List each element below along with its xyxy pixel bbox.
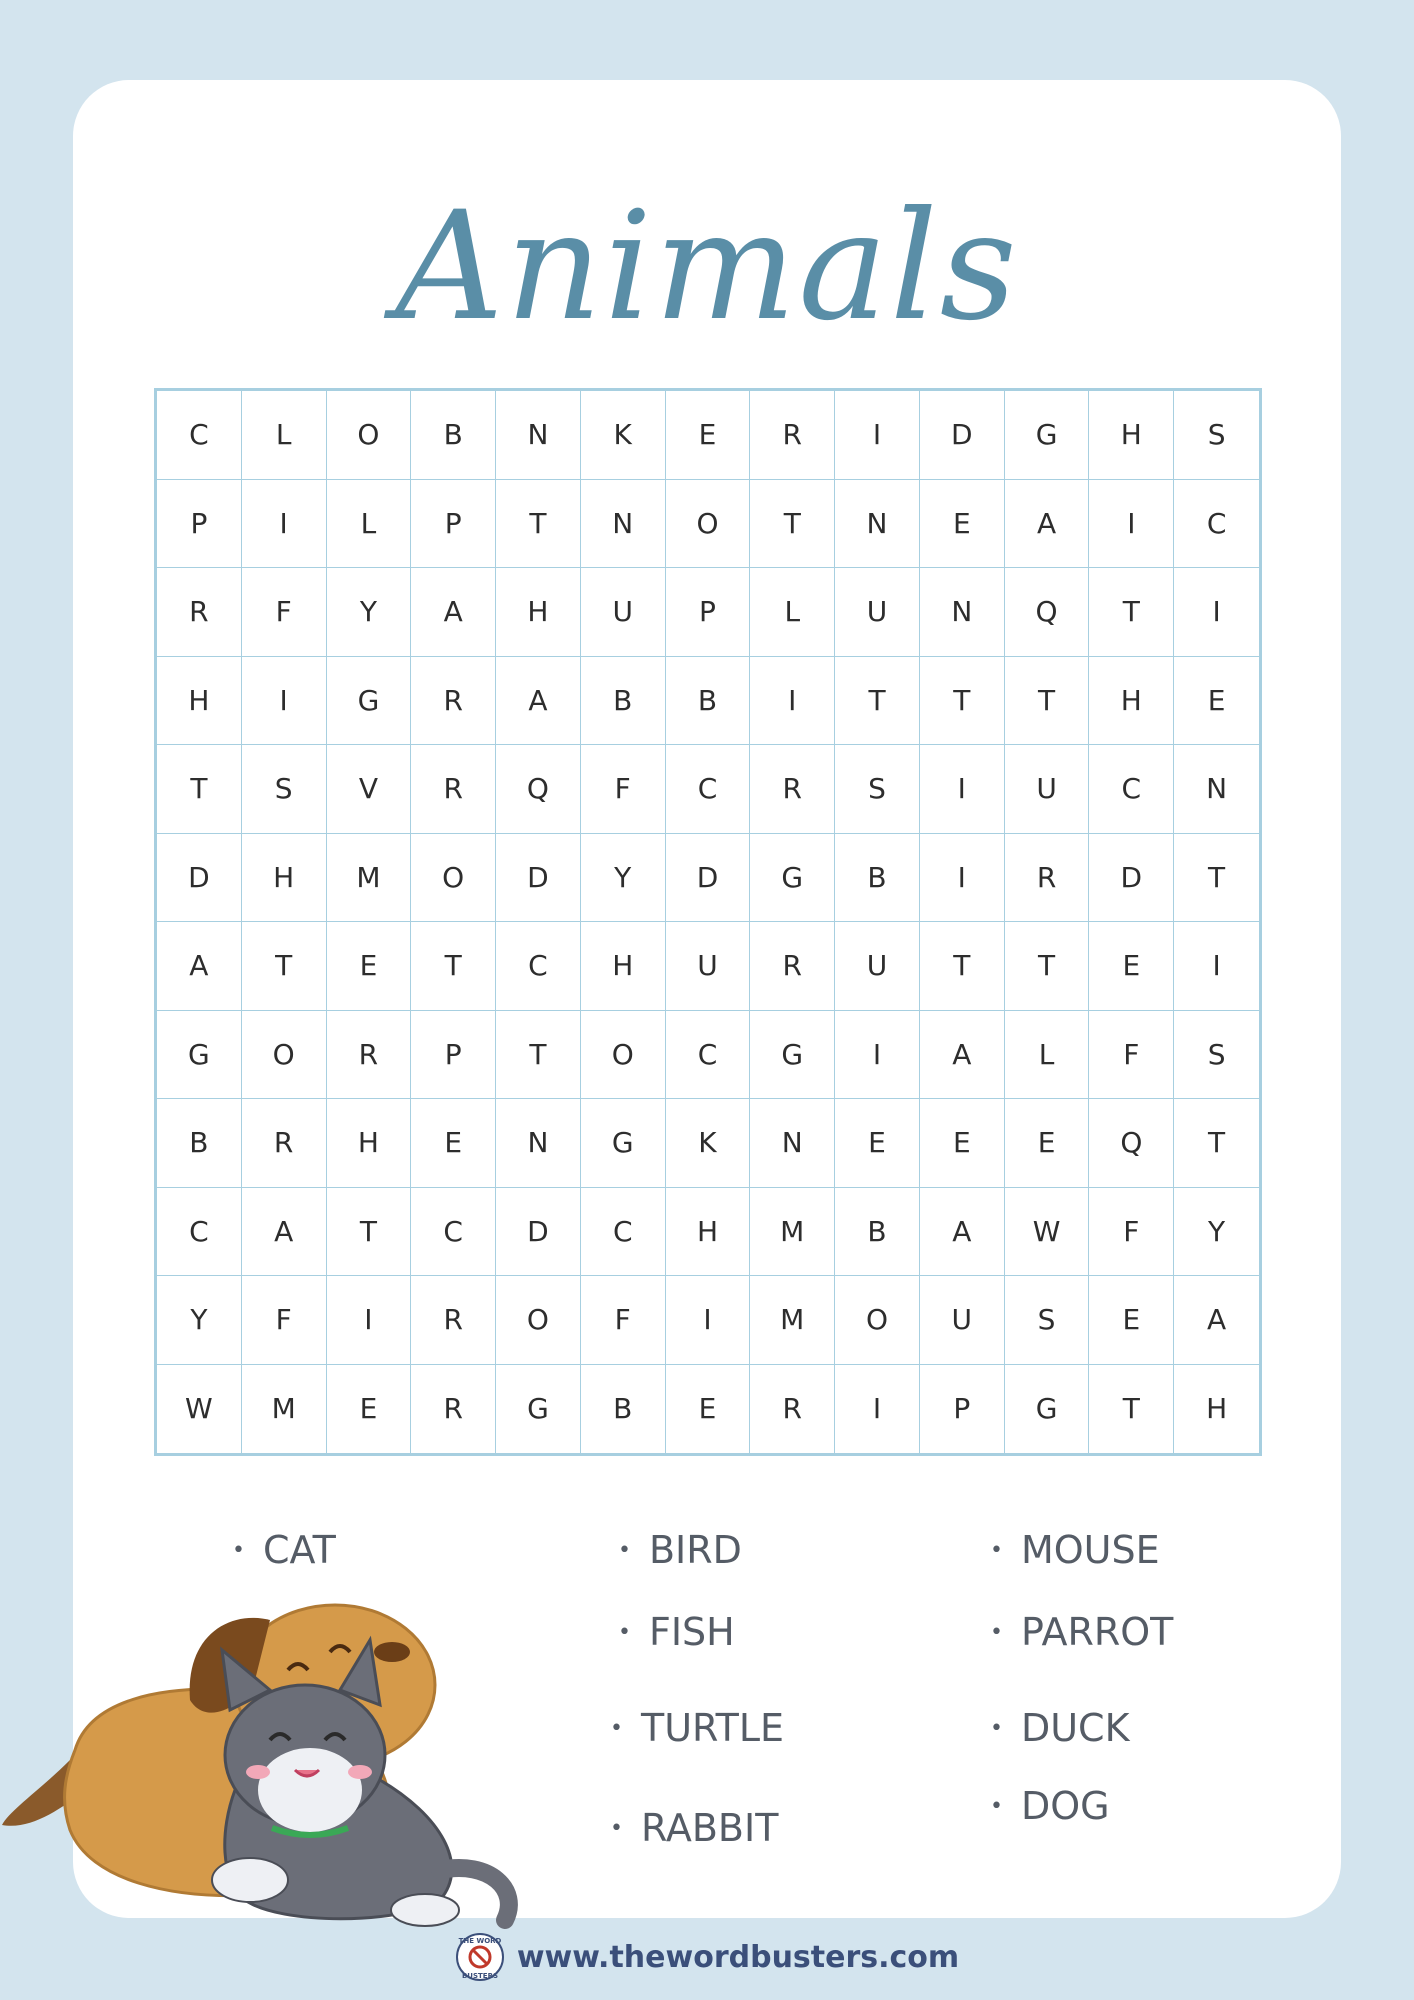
grid-cell[interactable]: E <box>1089 922 1174 1011</box>
grid-cell[interactable]: D <box>496 1188 581 1277</box>
grid-cell[interactable]: V <box>327 745 412 834</box>
grid-cell[interactable]: U <box>666 922 751 1011</box>
grid-cell[interactable]: I <box>750 657 835 746</box>
grid-cell[interactable]: O <box>327 391 412 480</box>
grid-cell[interactable]: I <box>835 1011 920 1100</box>
grid-cell[interactable]: R <box>750 745 835 834</box>
grid-cell[interactable]: F <box>242 568 327 657</box>
grid-cell[interactable]: D <box>496 834 581 923</box>
grid-cell[interactable]: N <box>496 1099 581 1188</box>
grid-cell[interactable]: S <box>835 745 920 834</box>
grid-cell[interactable]: R <box>411 745 496 834</box>
bullet-icon: • <box>990 1619 1003 1645</box>
grid-cell[interactable]: D <box>1089 834 1174 923</box>
grid-cell[interactable]: N <box>1174 745 1259 834</box>
logo-text-top: THE WORD <box>458 1937 502 1945</box>
grid-cell[interactable]: N <box>496 391 581 480</box>
word-label: MOUSE <box>1020 1528 1160 1572</box>
bullet-icon: • <box>618 1537 631 1563</box>
word-label: CAT <box>262 1528 336 1572</box>
grid-cell[interactable]: Q <box>1089 1099 1174 1188</box>
grid-cell[interactable]: P <box>666 568 751 657</box>
logo-text-bottom: BUSTERS <box>461 1972 498 1980</box>
word-list-item <box>990 1528 1160 1572</box>
bullet-icon: • <box>990 1793 1003 1819</box>
grid-cell[interactable]: S <box>1174 1011 1259 1100</box>
grid-cell[interactable]: K <box>666 1099 751 1188</box>
word-label: DOG <box>1020 1784 1110 1828</box>
bullet-icon: • <box>990 1715 1003 1741</box>
grid-cell[interactable]: E <box>327 922 412 1011</box>
grid-cell[interactable]: Y <box>581 834 666 923</box>
grid-cell[interactable]: C <box>666 1011 751 1100</box>
grid-cell[interactable]: A <box>242 1188 327 1277</box>
grid-cell[interactable]: R <box>157 568 242 657</box>
grid-cell[interactable]: R <box>750 1365 835 1454</box>
grid-cell[interactable]: N <box>581 480 666 569</box>
grid-cell[interactable]: G <box>1005 1365 1090 1454</box>
grid-cell[interactable]: C <box>666 745 751 834</box>
word-list-item <box>232 1528 336 1572</box>
grid-cell[interactable]: L <box>750 568 835 657</box>
grid-cell[interactable]: I <box>1174 922 1259 1011</box>
grid-cell[interactable]: C <box>411 1188 496 1277</box>
grid-cell[interactable]: B <box>835 1188 920 1277</box>
grid-cell[interactable]: I <box>327 1276 412 1365</box>
grid-cell[interactable]: H <box>327 1099 412 1188</box>
grid-cell[interactable]: F <box>581 745 666 834</box>
grid-cell[interactable]: L <box>327 480 412 569</box>
grid-cell[interactable]: Y <box>1174 1188 1259 1277</box>
grid-cell[interactable]: I <box>920 745 1005 834</box>
grid-cell[interactable]: P <box>411 480 496 569</box>
grid-cell[interactable]: T <box>1005 657 1090 746</box>
grid-cell[interactable]: A <box>920 1011 1005 1100</box>
grid-cell[interactable]: T <box>1174 834 1259 923</box>
grid-cell[interactable]: H <box>1089 391 1174 480</box>
word-label: PARROT <box>1020 1610 1174 1654</box>
grid-cell[interactable]: Y <box>327 568 412 657</box>
grid-cell[interactable]: P <box>411 1011 496 1100</box>
dog-nose <box>374 1642 410 1662</box>
grid-cell[interactable]: E <box>666 1365 751 1454</box>
grid-cell[interactable]: T <box>920 657 1005 746</box>
grid-cell[interactable]: I <box>835 391 920 480</box>
bullet-icon: • <box>232 1537 245 1563</box>
grid-cell[interactable]: N <box>835 480 920 569</box>
grid-cell[interactable]: F <box>1089 1011 1174 1100</box>
grid-cell[interactable]: L <box>1005 1011 1090 1100</box>
word-label: FISH <box>648 1610 735 1654</box>
grid-cell[interactable]: I <box>920 834 1005 923</box>
grid-cell[interactable]: T <box>157 745 242 834</box>
grid-cell[interactable]: T <box>920 922 1005 1011</box>
grid-cell[interactable]: I <box>242 657 327 746</box>
bullet-icon: • <box>610 1715 623 1741</box>
grid-cell[interactable]: C <box>581 1188 666 1277</box>
grid-cell[interactable]: G <box>750 1011 835 1100</box>
grid-cell[interactable]: G <box>1005 391 1090 480</box>
grid-cell[interactable]: E <box>666 391 751 480</box>
grid-cell[interactable]: S <box>1174 391 1259 480</box>
grid-cell[interactable]: B <box>835 834 920 923</box>
footer-url-link[interactable]: www.thewordbusters.com <box>516 1939 960 1975</box>
grid-cell[interactable]: O <box>835 1276 920 1365</box>
grid-cell[interactable]: O <box>581 1011 666 1100</box>
grid-cell[interactable]: U <box>835 568 920 657</box>
grid-cell[interactable]: U <box>1005 745 1090 834</box>
grid-cell[interactable]: T <box>411 922 496 1011</box>
grid-cell[interactable]: C <box>1089 745 1174 834</box>
grid-cell[interactable]: A <box>157 922 242 1011</box>
grid-cell[interactable]: D <box>666 834 751 923</box>
grid-cell[interactable]: W <box>1005 1188 1090 1277</box>
grid-cell[interactable]: E <box>920 480 1005 569</box>
grid-cell[interactable]: M <box>750 1188 835 1277</box>
grid-cell[interactable]: D <box>920 391 1005 480</box>
grid-cell[interactable]: A <box>411 568 496 657</box>
grid-cell[interactable]: A <box>1174 1276 1259 1365</box>
grid-cell[interactable]: E <box>1089 1276 1174 1365</box>
grid-cell[interactable]: B <box>581 657 666 746</box>
grid-cell[interactable]: M <box>750 1276 835 1365</box>
grid-cell[interactable]: C <box>157 391 242 480</box>
grid-cell[interactable]: H <box>581 922 666 1011</box>
grid-cell[interactable]: G <box>157 1011 242 1100</box>
grid-cell[interactable]: T <box>750 480 835 569</box>
grid-cell[interactable]: H <box>1206 1392 1228 1426</box>
grid-cell[interactable]: T <box>1089 568 1174 657</box>
grid-cell[interactable]: I <box>666 1276 751 1365</box>
word-search-grid <box>154 388 1262 1456</box>
grid-cell[interactable]: W <box>157 1365 242 1454</box>
page-title: Animals <box>395 180 1019 354</box>
word-list-item <box>610 1706 784 1750</box>
grid-cell[interactable]: O <box>496 1276 581 1365</box>
grid-cell[interactable]: T <box>1089 1365 1174 1454</box>
grid-cell[interactable]: Y <box>157 1276 242 1365</box>
grid-cell[interactable]: B <box>411 391 496 480</box>
word-label: RABBIT <box>640 1806 779 1850</box>
grid-cell[interactable]: E <box>1005 1099 1090 1188</box>
grid-cell[interactable]: O <box>666 480 751 569</box>
grid-cell[interactable]: T <box>835 657 920 746</box>
grid-cell[interactable]: K <box>581 391 666 480</box>
grid-cell[interactable]: U <box>835 922 920 1011</box>
grid-cell[interactable]: I <box>1174 568 1259 657</box>
grid-cell[interactable]: U <box>920 1276 1005 1365</box>
word-label: DUCK <box>1020 1706 1130 1750</box>
cat-blush <box>348 1765 372 1779</box>
grid-cell[interactable]: R <box>411 657 496 746</box>
grid-cell[interactable]: R <box>1005 834 1090 923</box>
grid-cell[interactable]: H <box>242 834 327 923</box>
cat-muzzle <box>258 1748 362 1832</box>
grid-cell[interactable]: O <box>411 834 496 923</box>
grid-cell[interactable]: C <box>157 1188 242 1277</box>
word-list-item <box>990 1706 1130 1750</box>
grid-cell[interactable]: F <box>1089 1188 1174 1277</box>
grid-cell[interactable]: E <box>411 1099 496 1188</box>
word-list-item <box>610 1806 778 1850</box>
grid-cell[interactable]: B <box>157 1099 242 1188</box>
grid-cell[interactable]: T <box>1174 1099 1259 1188</box>
grid-cell[interactable]: I <box>242 480 327 569</box>
grid-cell[interactable]: Q <box>496 745 581 834</box>
word-label: TURTLE <box>640 1706 785 1750</box>
grid-cell[interactable]: H <box>157 657 242 746</box>
grid-cell[interactable]: N <box>750 1099 835 1188</box>
grid-cell[interactable]: F <box>242 1276 327 1365</box>
grid-cell[interactable]: T <box>496 480 581 569</box>
grid-cell[interactable]: G <box>750 834 835 923</box>
grid-cell[interactable]: R <box>750 922 835 1011</box>
word-label: BIRD <box>648 1528 742 1572</box>
grid-cell[interactable]: B <box>581 1365 666 1454</box>
grid-cell[interactable]: P <box>157 480 242 569</box>
grid-cell[interactable]: E <box>1174 657 1259 746</box>
grid-cell[interactable]: E <box>835 1099 920 1188</box>
grid-cell[interactable]: N <box>920 568 1005 657</box>
bullet-icon: • <box>610 1815 623 1841</box>
word-list-item <box>618 1528 742 1572</box>
grid-cell[interactable]: G <box>496 1365 581 1454</box>
wordbusters-logo-icon <box>455 1932 505 1982</box>
grid-cell[interactable]: T <box>1005 922 1090 1011</box>
bullet-icon: • <box>990 1537 1003 1563</box>
grid-cell[interactable]: S <box>242 745 327 834</box>
grid-cell[interactable]: R <box>327 1011 412 1100</box>
footer <box>0 1932 1414 1982</box>
grid-cell[interactable]: I <box>1089 480 1174 569</box>
grid-cell[interactable]: P <box>920 1365 1005 1454</box>
grid-cell[interactable]: E <box>327 1365 412 1454</box>
grid-cell[interactable]: R <box>411 1365 496 1454</box>
grid-cell[interactable]: M <box>327 834 412 923</box>
grid-cell[interactable]: U <box>581 568 666 657</box>
grid-cell[interactable]: B <box>666 657 751 746</box>
grid-cell[interactable]: G <box>327 657 412 746</box>
grid-cell[interactable]: C <box>496 922 581 1011</box>
grid-cell[interactable]: D <box>157 834 242 923</box>
cat-paw <box>391 1894 459 1926</box>
grid-cell[interactable]: R <box>750 391 835 480</box>
grid-cell[interactable]: F <box>581 1276 666 1365</box>
grid-cell[interactable]: I <box>835 1365 920 1454</box>
grid-cell[interactable]: A <box>496 657 581 746</box>
grid-cell[interactable]: C <box>1174 480 1259 569</box>
cat-blush <box>246 1765 270 1779</box>
grid-cell[interactable]: R <box>411 1276 496 1365</box>
grid-cell[interactable]: Q <box>1005 568 1090 657</box>
grid-cell[interactable]: M <box>242 1365 327 1454</box>
grid-cell[interactable]: R <box>242 1099 327 1188</box>
word-list-item <box>990 1784 1110 1828</box>
word-list-item <box>618 1610 735 1654</box>
grid-cell[interactable]: A <box>920 1188 1005 1277</box>
grid-cell[interactable]: H <box>496 568 581 657</box>
grid-cell[interactable]: T <box>327 1188 412 1277</box>
word-list-item <box>990 1610 1173 1654</box>
grid-cell[interactable]: H <box>666 1188 751 1277</box>
grid-cell[interactable]: T <box>496 1011 581 1100</box>
grid-cell[interactable]: E <box>920 1099 1005 1188</box>
grid-cell[interactable]: G <box>581 1099 666 1188</box>
grid-cell[interactable]: H <box>1089 657 1174 746</box>
grid-cell[interactable]: L <box>242 391 327 480</box>
grid-cell[interactable]: O <box>242 1011 327 1100</box>
grid-cell[interactable]: S <box>1005 1276 1090 1365</box>
cat-and-dog-illustration <box>0 1590 560 1930</box>
grid-cell[interactable]: T <box>242 922 327 1011</box>
cat-paw <box>212 1858 288 1902</box>
grid-cell[interactable]: A <box>1005 480 1090 569</box>
bullet-icon: • <box>618 1619 631 1645</box>
